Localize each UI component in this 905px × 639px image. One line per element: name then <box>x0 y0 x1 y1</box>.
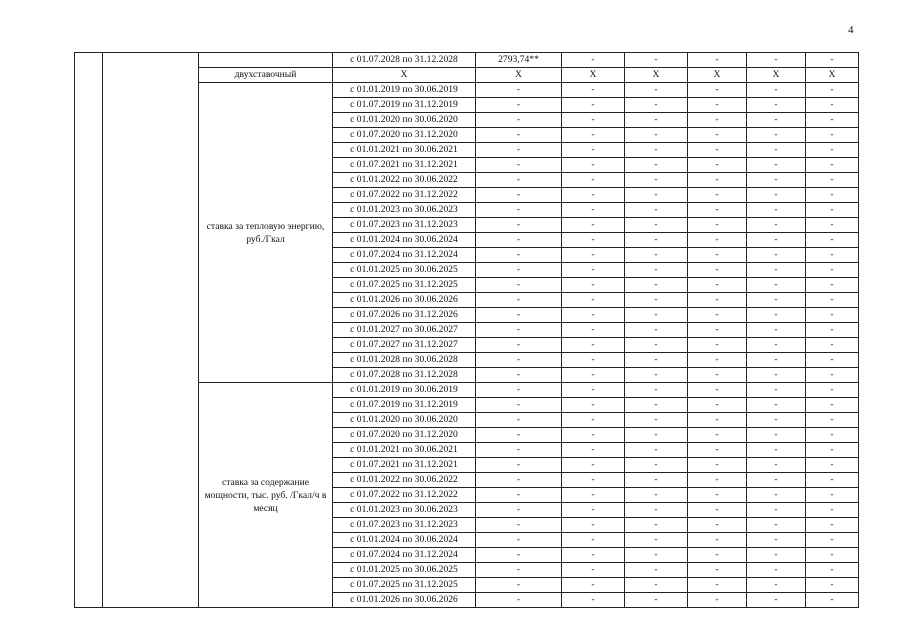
value-cell: - <box>688 398 747 413</box>
value-cell: - <box>747 398 806 413</box>
period-cell: с 01.01.2022 по 30.06.2022 <box>333 473 476 488</box>
value-cell: - <box>625 53 688 68</box>
value-cell: - <box>806 338 859 353</box>
value-cell: - <box>476 113 562 128</box>
value-cell: - <box>688 488 747 503</box>
value-cell: - <box>476 533 562 548</box>
value-cell: - <box>688 98 747 113</box>
value-cell: - <box>806 53 859 68</box>
x-cell: Х <box>747 68 806 83</box>
value-cell: - <box>688 578 747 593</box>
value-cell: - <box>688 278 747 293</box>
value-cell: - <box>688 563 747 578</box>
value-cell: - <box>625 593 688 608</box>
value-cell: - <box>806 593 859 608</box>
value-cell: - <box>747 563 806 578</box>
value-cell: - <box>562 368 625 383</box>
value-cell: - <box>747 338 806 353</box>
value-cell: - <box>562 263 625 278</box>
value-cell: - <box>476 173 562 188</box>
value-cell: - <box>625 518 688 533</box>
value-cell: - <box>625 488 688 503</box>
value-cell: - <box>806 113 859 128</box>
value-cell: - <box>625 323 688 338</box>
value-cell: - <box>625 308 688 323</box>
value-cell: - <box>688 158 747 173</box>
value-cell: - <box>688 128 747 143</box>
value-cell: - <box>625 353 688 368</box>
period-cell: с 01.07.2023 по 31.12.2023 <box>333 218 476 233</box>
period-cell: с 01.01.2026 по 30.06.2026 <box>333 293 476 308</box>
value-cell: - <box>562 338 625 353</box>
value-cell: - <box>625 128 688 143</box>
value-cell: - <box>476 473 562 488</box>
value-cell: - <box>688 293 747 308</box>
value-cell: - <box>625 368 688 383</box>
period-cell: с 01.01.2020 по 30.06.2020 <box>333 413 476 428</box>
value-cell: - <box>562 593 625 608</box>
period-cell: с 01.07.2021 по 31.12.2021 <box>333 458 476 473</box>
value-cell: - <box>625 143 688 158</box>
value-cell: - <box>562 443 625 458</box>
value-cell: - <box>747 248 806 263</box>
value-cell: - <box>562 413 625 428</box>
period-cell: с 01.01.2024 по 30.06.2024 <box>333 533 476 548</box>
value-cell: - <box>476 518 562 533</box>
value-cell: - <box>625 458 688 473</box>
value-cell: - <box>625 218 688 233</box>
value-cell: - <box>562 518 625 533</box>
value-cell: - <box>562 578 625 593</box>
value-cell: - <box>562 458 625 473</box>
value-cell: - <box>476 443 562 458</box>
value-cell: - <box>806 548 859 563</box>
x-cell: Х <box>562 68 625 83</box>
value-cell: - <box>747 503 806 518</box>
value-cell: - <box>476 578 562 593</box>
value-cell: - <box>562 398 625 413</box>
period-cell: с 01.01.2024 по 30.06.2024 <box>333 233 476 248</box>
value-cell: - <box>747 308 806 323</box>
value-cell: - <box>562 113 625 128</box>
x-cell: Х <box>625 68 688 83</box>
value-cell: - <box>747 428 806 443</box>
value-cell: - <box>747 203 806 218</box>
value-cell: - <box>625 473 688 488</box>
value-cell: - <box>688 308 747 323</box>
period-cell: с 01.01.2027 по 30.06.2027 <box>333 323 476 338</box>
value-cell: - <box>688 113 747 128</box>
value-cell: - <box>806 368 859 383</box>
value-cell: - <box>476 323 562 338</box>
value-cell: - <box>476 218 562 233</box>
period-cell: с 01.01.2021 по 30.06.2021 <box>333 443 476 458</box>
period-cell: с 01.07.2028 по 31.12.2028 <box>333 53 476 68</box>
value-cell: - <box>476 263 562 278</box>
value-cell: - <box>806 323 859 338</box>
x-cell: Х <box>333 68 476 83</box>
value-cell: - <box>688 173 747 188</box>
value-cell: - <box>688 143 747 158</box>
value-cell: - <box>476 488 562 503</box>
period-cell: с 01.01.2025 по 30.06.2025 <box>333 263 476 278</box>
value-cell: - <box>625 158 688 173</box>
value-cell: - <box>625 203 688 218</box>
rate-group-label: ставка за содержание мощности, тыс. руб. /Гкал/ч в месяц <box>199 383 333 608</box>
value-cell: - <box>625 548 688 563</box>
period-cell: с 01.07.2019 по 31.12.2019 <box>333 98 476 113</box>
value-cell: - <box>625 383 688 398</box>
value-cell: - <box>476 548 562 563</box>
value-cell: - <box>806 413 859 428</box>
value-cell: - <box>747 383 806 398</box>
period-cell: с 01.01.2023 по 30.06.2023 <box>333 203 476 218</box>
value-cell: - <box>625 398 688 413</box>
value-cell: - <box>747 518 806 533</box>
tariff-type-cell <box>199 53 333 68</box>
value-cell: - <box>625 533 688 548</box>
value-cell: - <box>806 188 859 203</box>
value-cell: - <box>562 563 625 578</box>
period-cell: с 01.01.2019 по 30.06.2019 <box>333 83 476 98</box>
value-cell: - <box>806 383 859 398</box>
value-cell: - <box>562 548 625 563</box>
value-cell: - <box>476 428 562 443</box>
value-cell: - <box>562 488 625 503</box>
period-cell: с 01.07.2023 по 31.12.2023 <box>333 518 476 533</box>
value-cell: - <box>688 188 747 203</box>
value-cell: - <box>625 173 688 188</box>
value-cell: - <box>747 263 806 278</box>
value-cell: - <box>688 428 747 443</box>
value-cell: - <box>747 113 806 128</box>
value-cell: - <box>562 353 625 368</box>
value-cell: - <box>476 143 562 158</box>
value-cell: - <box>806 278 859 293</box>
value-cell: - <box>688 338 747 353</box>
value-cell: - <box>562 128 625 143</box>
value-cell: 2793,74** <box>476 53 562 68</box>
value-cell: - <box>747 53 806 68</box>
value-cell: - <box>562 308 625 323</box>
value-cell: - <box>476 503 562 518</box>
value-cell: - <box>562 278 625 293</box>
value-cell: - <box>562 53 625 68</box>
value-cell: - <box>806 503 859 518</box>
value-cell: - <box>747 413 806 428</box>
value-cell: - <box>747 488 806 503</box>
value-cell: - <box>476 158 562 173</box>
value-cell: - <box>806 353 859 368</box>
value-cell: - <box>476 338 562 353</box>
value-cell: - <box>806 203 859 218</box>
value-cell: - <box>806 173 859 188</box>
value-cell: - <box>476 458 562 473</box>
value-cell: - <box>476 128 562 143</box>
period-cell: с 01.07.2021 по 31.12.2021 <box>333 158 476 173</box>
blank-column-1 <box>75 53 103 608</box>
value-cell: - <box>747 158 806 173</box>
value-cell: - <box>747 83 806 98</box>
period-cell: с 01.01.2028 по 30.06.2028 <box>333 353 476 368</box>
value-cell: - <box>562 428 625 443</box>
value-cell: - <box>688 503 747 518</box>
value-cell: - <box>747 98 806 113</box>
value-cell: - <box>625 563 688 578</box>
page-number: 4 <box>848 24 854 36</box>
value-cell: - <box>562 293 625 308</box>
value-cell: - <box>688 203 747 218</box>
value-cell: - <box>476 98 562 113</box>
value-cell: - <box>625 338 688 353</box>
value-cell: - <box>806 248 859 263</box>
value-cell: - <box>747 188 806 203</box>
period-cell: с 01.07.2025 по 31.12.2025 <box>333 578 476 593</box>
value-cell: - <box>806 578 859 593</box>
value-cell: - <box>688 353 747 368</box>
value-cell: - <box>476 233 562 248</box>
value-cell: - <box>562 158 625 173</box>
value-cell: - <box>806 128 859 143</box>
period-cell: с 01.07.2024 по 31.12.2024 <box>333 548 476 563</box>
value-cell: - <box>625 113 688 128</box>
value-cell: - <box>806 443 859 458</box>
period-cell: с 01.07.2020 по 31.12.2020 <box>333 428 476 443</box>
value-cell: - <box>688 443 747 458</box>
table-row <box>75 53 859 68</box>
tariff-type-label: двухставочный <box>199 68 333 83</box>
value-cell: - <box>625 443 688 458</box>
value-cell: - <box>806 98 859 113</box>
value-cell: - <box>476 203 562 218</box>
value-cell: - <box>476 83 562 98</box>
value-cell: - <box>625 263 688 278</box>
value-cell: - <box>806 263 859 278</box>
value-cell: - <box>562 503 625 518</box>
period-cell: с 01.07.2019 по 31.12.2019 <box>333 398 476 413</box>
value-cell: - <box>625 233 688 248</box>
period-cell: с 01.07.2027 по 31.12.2027 <box>333 338 476 353</box>
value-cell: - <box>562 173 625 188</box>
value-cell: - <box>625 578 688 593</box>
value-cell: - <box>688 548 747 563</box>
value-cell: - <box>476 368 562 383</box>
value-cell: - <box>476 248 562 263</box>
period-cell: с 01.07.2022 по 31.12.2022 <box>333 188 476 203</box>
value-cell: - <box>688 458 747 473</box>
value-cell: - <box>562 98 625 113</box>
rate-group-label: ставка за тепловую энергию, руб./Гкал <box>199 83 333 383</box>
value-cell: - <box>688 593 747 608</box>
value-cell: - <box>562 83 625 98</box>
value-cell: - <box>747 443 806 458</box>
table-body <box>75 53 859 608</box>
value-cell: - <box>562 533 625 548</box>
value-cell: - <box>747 533 806 548</box>
value-cell: - <box>688 218 747 233</box>
value-cell: - <box>476 413 562 428</box>
value-cell: - <box>806 518 859 533</box>
value-cell: - <box>562 248 625 263</box>
value-cell: - <box>625 293 688 308</box>
value-cell: - <box>747 458 806 473</box>
value-cell: - <box>688 533 747 548</box>
value-cell: - <box>562 188 625 203</box>
value-cell: - <box>476 563 562 578</box>
period-cell: с 01.07.2022 по 31.12.2022 <box>333 488 476 503</box>
period-cell: с 01.01.2019 по 30.06.2019 <box>333 383 476 398</box>
blank-column-2 <box>103 53 199 608</box>
value-cell: - <box>476 398 562 413</box>
value-cell: - <box>476 188 562 203</box>
value-cell: - <box>806 158 859 173</box>
value-cell: - <box>476 593 562 608</box>
value-cell: - <box>747 323 806 338</box>
value-cell: - <box>688 413 747 428</box>
period-cell: с 01.01.2021 по 30.06.2021 <box>333 143 476 158</box>
value-cell: - <box>562 233 625 248</box>
value-cell: - <box>806 293 859 308</box>
period-cell: с 01.07.2025 по 31.12.2025 <box>333 278 476 293</box>
value-cell: - <box>806 143 859 158</box>
value-cell: - <box>688 233 747 248</box>
value-cell: - <box>806 428 859 443</box>
value-cell: - <box>747 593 806 608</box>
value-cell: - <box>625 248 688 263</box>
period-cell: с 01.07.2020 по 31.12.2020 <box>333 128 476 143</box>
value-cell: - <box>747 218 806 233</box>
value-cell: - <box>747 173 806 188</box>
value-cell: - <box>806 563 859 578</box>
value-cell: - <box>806 488 859 503</box>
period-cell: с 01.01.2020 по 30.06.2020 <box>333 113 476 128</box>
value-cell: - <box>625 503 688 518</box>
value-cell: - <box>747 128 806 143</box>
value-cell: - <box>747 368 806 383</box>
value-cell: - <box>562 323 625 338</box>
value-cell: - <box>747 143 806 158</box>
value-cell: - <box>747 578 806 593</box>
value-cell: - <box>476 383 562 398</box>
value-cell: - <box>476 278 562 293</box>
period-cell: с 01.01.2023 по 30.06.2023 <box>333 503 476 518</box>
value-cell: - <box>688 248 747 263</box>
period-cell: с 01.01.2022 по 30.06.2022 <box>333 173 476 188</box>
value-cell: - <box>625 278 688 293</box>
value-cell: - <box>747 353 806 368</box>
period-cell: с 01.01.2025 по 30.06.2025 <box>333 563 476 578</box>
value-cell: - <box>625 98 688 113</box>
value-cell: - <box>476 308 562 323</box>
value-cell: - <box>688 473 747 488</box>
value-cell: - <box>747 233 806 248</box>
value-cell: - <box>625 413 688 428</box>
period-cell: с 01.07.2024 по 31.12.2024 <box>333 248 476 263</box>
value-cell: - <box>806 83 859 98</box>
value-cell: - <box>747 473 806 488</box>
value-cell: - <box>747 278 806 293</box>
value-cell: - <box>806 398 859 413</box>
x-cell: Х <box>806 68 859 83</box>
value-cell: - <box>806 473 859 488</box>
value-cell: - <box>688 263 747 278</box>
value-cell: - <box>747 548 806 563</box>
value-cell: - <box>806 233 859 248</box>
value-cell: - <box>562 203 625 218</box>
value-cell: - <box>625 428 688 443</box>
value-cell: - <box>688 368 747 383</box>
period-cell: с 01.07.2028 по 31.12.2028 <box>333 368 476 383</box>
value-cell: - <box>562 143 625 158</box>
period-cell: с 01.07.2026 по 31.12.2026 <box>333 308 476 323</box>
x-cell: Х <box>688 68 747 83</box>
tariff-table <box>74 52 859 608</box>
value-cell: - <box>806 533 859 548</box>
value-cell: - <box>562 383 625 398</box>
value-cell: - <box>688 383 747 398</box>
value-cell: - <box>806 458 859 473</box>
value-cell: - <box>688 83 747 98</box>
value-cell: - <box>688 323 747 338</box>
value-cell: - <box>625 83 688 98</box>
period-cell: с 01.01.2026 по 30.06.2026 <box>333 593 476 608</box>
value-cell: - <box>688 53 747 68</box>
value-cell: - <box>688 518 747 533</box>
x-cell: Х <box>476 68 562 83</box>
value-cell: - <box>747 293 806 308</box>
value-cell: - <box>476 293 562 308</box>
value-cell: - <box>562 218 625 233</box>
value-cell: - <box>806 218 859 233</box>
value-cell: - <box>562 473 625 488</box>
value-cell: - <box>476 353 562 368</box>
value-cell: - <box>806 308 859 323</box>
value-cell: - <box>625 188 688 203</box>
